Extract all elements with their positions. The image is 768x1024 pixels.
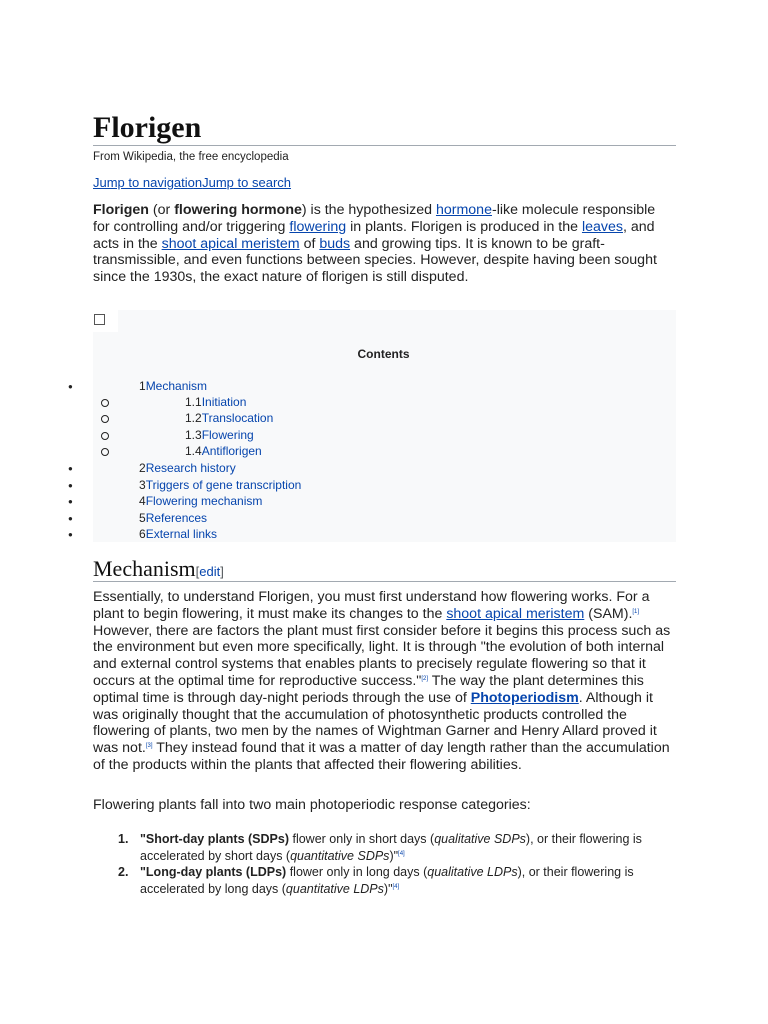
circle-bullet-icon: [101, 448, 109, 456]
list-item-text: [140, 831, 658, 864]
toc-link[interactable]: Initiation: [201, 395, 247, 409]
toc-link[interactable]: Flowering mechanism: [145, 494, 263, 508]
toc-item-mechanism[interactable]: [139, 379, 207, 393]
toc-item-triggers[interactable]: [139, 478, 301, 492]
toc-item-antiflorigen[interactable]: [185, 444, 262, 458]
bullet-icon: ●: [68, 481, 73, 490]
text: (or: [148, 202, 175, 218]
toc-link[interactable]: Triggers of gene transcription: [145, 478, 302, 492]
italic-term: qualitative LDPs: [427, 865, 518, 879]
jump-to-search-link[interactable]: Jump to search: [202, 175, 291, 190]
bullet-icon: ●: [68, 514, 73, 523]
text: flower only in long days (: [286, 865, 428, 879]
leaves-link[interactable]: leaves: [581, 218, 623, 235]
toc-number: 1: [139, 379, 146, 393]
text: The way the plant determines this optimal time is through day-night periods through the use of: [93, 672, 644, 706]
circle-bullet-icon: [101, 399, 109, 407]
text: flower only in short days (: [289, 832, 435, 846]
toc-number: 1.4: [185, 444, 202, 458]
bullet-icon: ●: [68, 530, 73, 539]
flowering-link[interactable]: flowering: [289, 218, 347, 235]
reference-4[interactable]: [4]: [398, 850, 405, 857]
bold-term: Florigen: [93, 202, 149, 218]
toc-toggle-checkbox[interactable]: [94, 314, 105, 325]
text: )": [383, 881, 393, 896]
bullet-icon: ●: [68, 464, 73, 473]
shoot-apical-meristem-link[interactable]: shoot apical meristem: [446, 605, 585, 622]
jump-links: [93, 175, 291, 190]
toc-link[interactable]: Mechanism: [145, 379, 208, 393]
title-divider: [93, 145, 676, 146]
toc-link[interactable]: Translocation: [201, 411, 274, 425]
text: However, there are factors the plant must first consider before it begins this process such as the environment but even more specifically, light. It is through "the evolution of both internal and external control systems that enables plants to precisely regulate flowering so that it occurs at the optimal time for reproductive success.": [93, 622, 671, 689]
mechanism-paragraph: [93, 589, 673, 774]
toc-item-flowering-mechanism[interactable]: [139, 494, 262, 508]
bold-term: "Short-day plants (SDPs): [140, 832, 289, 846]
text: They instead found that it was a matter of day length rather than the accumulation of the products within the plants that affected their flowering abilities.: [93, 740, 670, 773]
bold-term: "Long-day plants (LDPs): [140, 865, 287, 879]
toc-number: 2: [139, 461, 146, 475]
hormone-link[interactable]: hormone: [435, 202, 492, 218]
toc-link[interactable]: Research history: [145, 461, 236, 475]
toc-number: 1.2: [185, 411, 202, 425]
toc-number: 1.3: [185, 428, 202, 442]
circle-bullet-icon: [101, 432, 109, 440]
italic-term: qualitative SDPs: [434, 832, 526, 846]
toc-number: 4: [139, 494, 146, 508]
reference-3[interactable]: [3]: [145, 743, 153, 750]
circle-bullet-icon: [101, 415, 109, 423]
toc-item-references[interactable]: [139, 511, 207, 525]
jump-to-navigation-link[interactable]: Jump to navigation: [93, 175, 203, 190]
reference-2[interactable]: [2]: [421, 675, 429, 682]
list-item: [118, 864, 658, 897]
text: Essentially, to understand Florigen, you must first understand how flowering works. For a plant to begin flowering, it must make its changes to the: [93, 589, 650, 622]
page-title: Florigen: [93, 111, 202, 144]
categories-intro: Flowering plants fall into two main photoperiodic response categories:: [93, 797, 531, 813]
text: -like molecule responsible for controlling and/or triggering: [93, 202, 656, 235]
buds-link[interactable]: buds: [319, 235, 351, 252]
section-heading-text: Mechanism: [93, 556, 196, 581]
section-divider: [93, 581, 676, 582]
edit-section: [196, 564, 224, 579]
toc-item-research-history[interactable]: [139, 461, 236, 475]
toc-item-translocation[interactable]: [185, 411, 273, 425]
text: of: [299, 235, 320, 252]
bullet-icon: ●: [68, 382, 73, 391]
text: and growing tips. It is known to be graft-transmissible, and even functions between species. However, despite having been sought since the 1930s, the exact nature of florigen is still disputed.: [93, 235, 657, 286]
text: )": [389, 848, 399, 863]
reference-4[interactable]: [4]: [392, 883, 400, 890]
list-number: 2.: [118, 865, 129, 879]
toc-item-initiation[interactable]: [185, 395, 246, 409]
toc-item-external-links[interactable]: [139, 527, 217, 541]
list-item: [118, 831, 658, 864]
reference-1[interactable]: [1]: [632, 608, 640, 615]
list-number: 1.: [118, 832, 129, 846]
bullet-icon: ●: [68, 497, 73, 506]
list-item-text: [140, 864, 658, 897]
toc-number: 1.1: [185, 395, 202, 409]
toc-number: 3: [139, 478, 146, 492]
italic-term: quantitative LDPs: [285, 881, 384, 896]
photoperiodism-link[interactable]: Photoperiodism: [470, 689, 579, 706]
text: ) is the hypothesized: [301, 202, 436, 218]
toc-number: 5: [139, 511, 146, 525]
text: , and acts in the: [93, 218, 655, 252]
text: in plants. Florigen is produced in the: [346, 218, 582, 235]
intro-paragraph: [93, 202, 673, 286]
toc-link[interactable]: External links: [145, 527, 218, 541]
toc-link[interactable]: Flowering: [201, 428, 254, 442]
bracket: [: [195, 564, 200, 579]
bold-term: flowering hormone: [174, 202, 302, 218]
toc-item-flowering[interactable]: [185, 428, 254, 442]
toc-title: Contents: [357, 347, 410, 361]
edit-link[interactable]: edit: [199, 564, 221, 579]
bracket: ]: [220, 564, 224, 579]
tagline: From Wikipedia, the free encyclopedia: [93, 151, 289, 163]
toc-link[interactable]: Antiflorigen: [201, 444, 262, 458]
text: ), or their flowering is accelerated by short days (: [140, 832, 642, 863]
text: (SAM).: [584, 605, 633, 622]
text: ), or their flowering is accelerated by long days (: [140, 865, 634, 896]
shoot-apical-meristem-link[interactable]: shoot apical meristem: [161, 235, 300, 252]
toc-link[interactable]: References: [145, 511, 208, 525]
toc-number: 6: [139, 527, 146, 541]
text: . Although it was originally thought that the accumulation of photosynthetic products controlled the flowering of plants, two men by the names of Wightman Garner and Henry Allard proved it was not.: [93, 689, 657, 757]
italic-term: quantitative SDPs: [290, 848, 390, 863]
